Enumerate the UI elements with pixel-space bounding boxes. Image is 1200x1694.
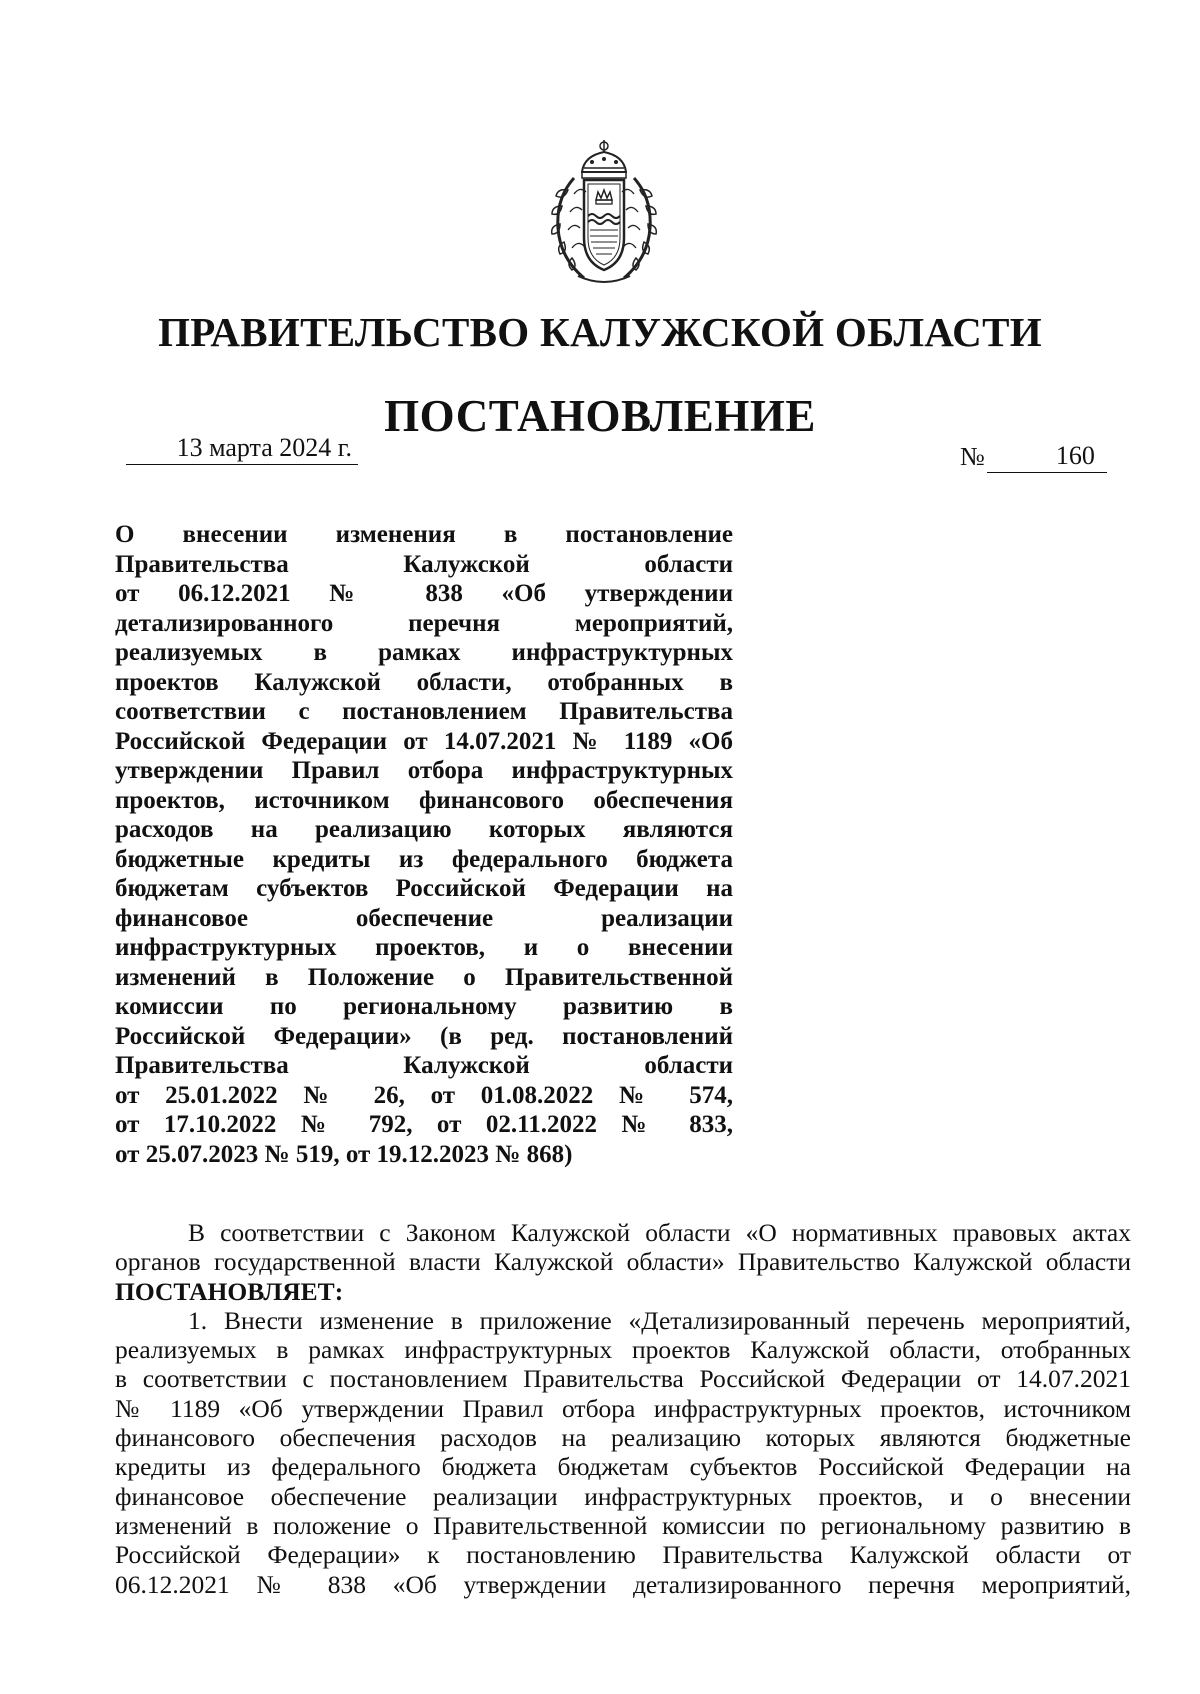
body-line: органов государственной власти Калужской области» Правительство Калужской области [115, 1247, 1131, 1277]
government-title: ПРАВИТЕЛЬСТВО КАЛУЖСКОЙ ОБЛАСТИ [158, 309, 1042, 355]
number-sign: № [960, 442, 985, 471]
body-line: В соответствии с Законом Калужской области «О нормативных правовых актах [188, 1218, 1131, 1247]
document-number-block [960, 440, 1107, 473]
body-line: кредиты из федерального бюджета бюджетам субъектов Российской Федерации на [115, 1452, 1131, 1482]
document-type-title: ПОСТАНОВЛЕНИЕ [384, 391, 816, 441]
body-line: реализуемых в рамках инфраструктурных проектов Калужской области, отобранных [115, 1335, 1131, 1365]
subject-line: О внесении изменения в постановление [115, 521, 733, 548]
subject-line: финансовое обеспечение реализации [115, 904, 733, 932]
document-subject [115, 520, 733, 1169]
document-body [115, 1218, 1131, 1599]
subject-line: Российской Федерации» (в ред. постановлений [115, 1022, 733, 1050]
subject-line: от 17.10.2022 № 792, от 02.11.2022 № 833, [115, 1111, 733, 1138]
body-line: финансового обеспечения расходов на реализацию которых являются бюджетные [115, 1423, 1131, 1453]
subject-line: соответствии с постановлением Правительства [115, 698, 733, 725]
subject-line: детализированного перечня мероприятий, [115, 609, 733, 637]
body-line: 1. Внести изменение в приложение «Детализированный перечень мероприятий, [188, 1305, 1131, 1335]
subject-line: Российской Федерации от 14.07.2021 № 1189 «Об [115, 727, 733, 755]
subject-line: Правительства Калужской области [115, 550, 733, 578]
subject-line: проектов Калужской области, отобранных в [115, 668, 733, 696]
subject-line: проектов, источником финансового обеспечения [115, 786, 733, 814]
subject-line: Правительства Калужской области [115, 1052, 733, 1079]
subject-line: от 06.12.2021 № 838 «Об утверждении [115, 580, 733, 607]
body-line: финансовое обеспечение реализации инфраструктурных проектов, и о внесении [115, 1481, 1131, 1511]
subject-line: утверждении Правил отбора инфраструктурных [115, 757, 733, 784]
body-line: № 1189 «Об утверждении Правил отбора инфраструктурных проектов, источником [115, 1393, 1131, 1423]
subject-line: комиссии по региональному развитию в [115, 993, 733, 1020]
subject-line: бюджетам субъектов Российской Федерации на [115, 875, 733, 902]
body-line: изменений в положение о Правительственной комиссии по региональному развитию в [115, 1510, 1131, 1540]
subject-line: от 25.01.2022 № 26, от 01.08.2022 № 574, [115, 1081, 733, 1109]
body-line: в соответствии с постановлением Правительства Российской Федерации от 14.07.2021 [115, 1364, 1131, 1394]
subject-line: бюджетные кредиты из федерального бюджета [115, 845, 733, 873]
subject-line: от 25.07.2023 № 519, от 19.12.2023 № 868) [115, 1140, 573, 1168]
document-number: 160 [987, 440, 1107, 473]
subject-line: изменений в Положение о Правительственной [115, 963, 733, 991]
coat-of-arms-emblem [544, 138, 664, 288]
subject-line: инфраструктурных проектов, и о внесении [115, 934, 733, 961]
document-date: 13 марта 2024 г. [126, 432, 358, 465]
body-line: Российской Федерации» к постановлению Правительства Калужской области от [115, 1540, 1131, 1570]
subject-line: расходов на реализацию которых являются [115, 816, 733, 843]
subject-line: реализуемых в рамках инфраструктурных [115, 639, 733, 666]
body-line: 06.12.2021 № 838 «Об утверждении детализированного перечня мероприятий, [115, 1569, 1131, 1599]
resolves-heading: ПОСТАНОВЛЯЕТ: [115, 1276, 344, 1306]
